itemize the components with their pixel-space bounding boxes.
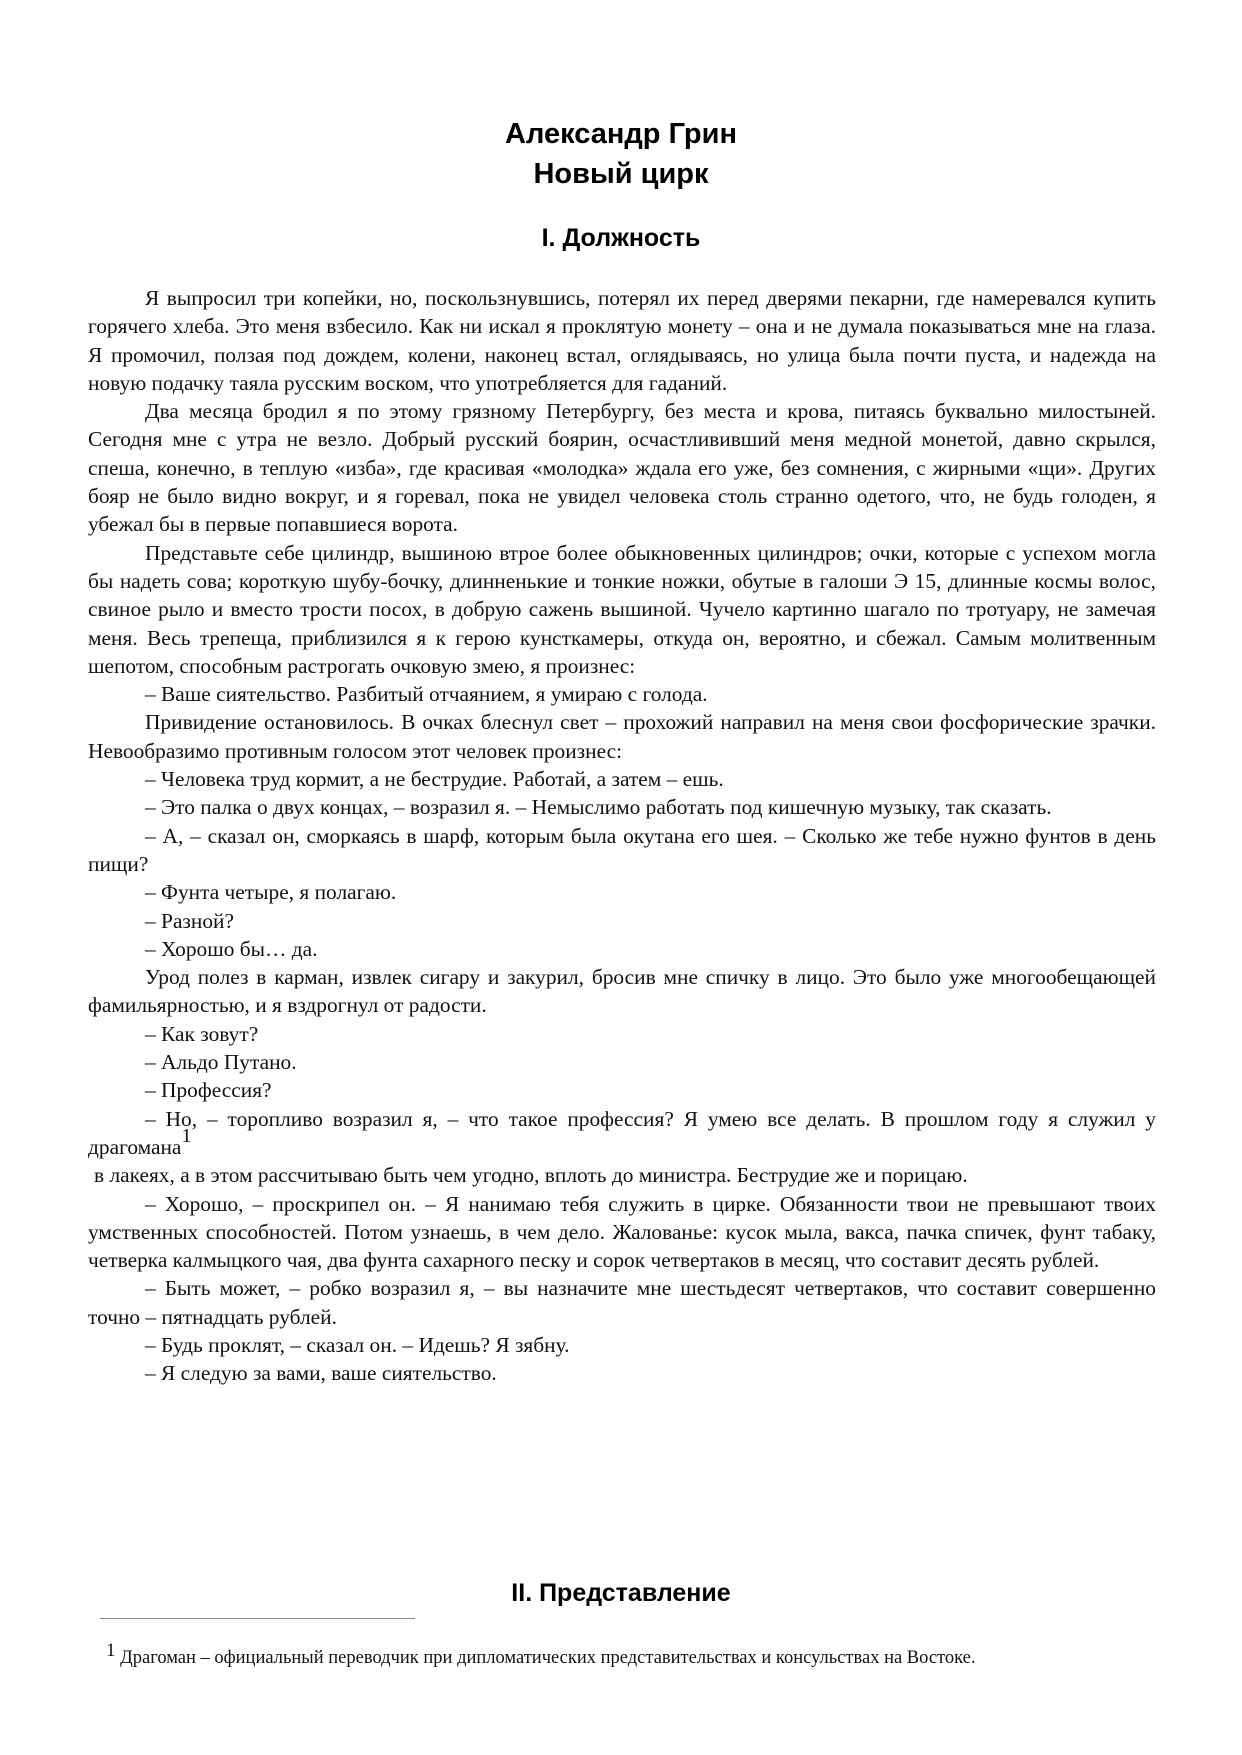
author-name: Александр Грин — [505, 118, 737, 150]
dialogue-continuation: в лакеях, а в этом рассчитываю быть чем угодно, вплоть до министра. Беструдие же и порицаю. — [94, 1163, 968, 1188]
dialogue-line: – Профессия? — [145, 1078, 272, 1103]
paragraph: Представьте себе цилиндр, вышиною втрое более обыкновенных цилиндров; очки, которые с успехом могла бы надеть сова; короткую шубу-бочку, длинненькие и тонкие ножки, обутые в галоши Э 15, длинные космы волос, свиное рыло и вместо трости посох, в добрую сажень вышиной. Чучело картинно шагало по тротуару, не замечая меня. Весь трепеща, приблизился я к герою кунсткамеры, откуда он, вероятно, и сбежал. Самым молитвенным шепотом, способным растрогать очковую змею, я произнес: — [88, 540, 1156, 678]
dialogue-line: – Разной? — [145, 908, 234, 933]
dialogue-line: – А, – сказал он, сморкаясь в шарф, которым была окутана его шея. – Сколько же тебе нужно фунтов в день пищи? — [88, 823, 1156, 876]
dialogue-line: – Хорошо бы… да. — [145, 936, 318, 961]
dialogue-line: – Ваше сиятельство. Разбитый отчаянием, я умираю с голода. — [145, 682, 708, 707]
dialogue-line: – Альдо Путано. — [145, 1050, 297, 1075]
dialogue-line — [88, 1105, 1156, 1162]
footnote-text: Драгоман – официальный переводчик при дипломатических представительствах и консульствах на Востоке. — [120, 1648, 976, 1668]
chapter-2-heading: II. Представление — [511, 1579, 731, 1607]
dialogue-line: – Будь проклят, – сказал он. – Идешь? Я зябну. — [145, 1332, 570, 1357]
paragraph: Я выпросил три копейки, но, поскользнувшись, потерял их перед дверями пекарни, где намеревался купить горячего хлеба. Это меня взбесило. Как ни искал я проклятую монету – она и не думала показываться мне на глаза. Я промочил, ползая под дождем, колени, наконец встал, оглядываясь, но улица была почти пуста, и надежда на новую подачку таяла русским воском, что употребляется для гаданий. — [88, 286, 1156, 395]
chapter-1-body — [88, 284, 1156, 1388]
dialogue-line: – Как зовут? — [145, 1021, 259, 1046]
dialogue-line: – Быть может, – робко возразил я, – вы назначите мне шестьдесят четвертаков, что составит совершенно точно – пятнадцать рублей. — [88, 1276, 1156, 1329]
paragraph: Два месяца бродил я по этому грязному Петербургу, без места и крова, питаясь буквально милостыней. Сегодня мне с утра не везло. Добрый русский боярин, осчастлививший меня медной монетой, давно скрылся, спеша, конечно, в теплую «изба», где красивая «молодка» ждала его уже, без сомнения, с жирными «щи». Других бояр не было видно вокруг, и я горевал, пока не увидел человека столь странно одетого, что, не будь голоден, я убежал бы в первые попавшиеся ворота. — [88, 399, 1156, 537]
dialogue-line: – Это палка о двух концах, – возразил я. – Немыслимо работать под кишечную музыку, так сказать. — [145, 795, 1052, 820]
dialogue-line: – Фунта четыре, я полагаю. — [145, 880, 397, 905]
footnote-reference[interactable]: 1 — [181, 1124, 192, 1147]
dialogue-text: – Но, – торопливо возразил я, – что такое профессия? Я умею все делать. В прошлом году я служил у драгомана — [88, 1106, 1156, 1159]
dialogue-line: – Я следую за вами, ваше сиятельство. — [145, 1361, 497, 1386]
footnote — [106, 1640, 1156, 1671]
paragraph: Привидение остановилось. В очках блеснул свет – прохожий направил на меня свои фосфорические зрачки. Невообразимо противным голосом этот человек произнес: — [88, 710, 1156, 763]
paragraph: Урод полез в карман, извлек сигару и закурил, бросив мне спичку в лицо. Это было уже многообещающей фамильярностью, и я вздрогнул от радости. — [88, 965, 1156, 1018]
dialogue-line: – Хорошо, – проскрипел он. – Я нанимаю тебя служить в цирке. Обязанности твои не превышают твоих умственных способностей. Потом узнаешь, в чем дело. Жалованье: кусок мыла, вакса, пачка спичек, фунт табаку, четверка калмыцкого чая, два фунта сахарного песку и сорок четвертаков в месяц, что составит десять рублей. — [88, 1191, 1156, 1273]
footnote-divider — [100, 1618, 415, 1619]
footnote-number: 1 — [106, 1640, 116, 1661]
chapter-1-heading: I. Должность — [541, 224, 701, 252]
story-title: Новый цирк — [533, 158, 709, 190]
dialogue-line: – Человека труд кормит, а не беструдие. Работай, а затем – ешь. — [145, 767, 724, 792]
